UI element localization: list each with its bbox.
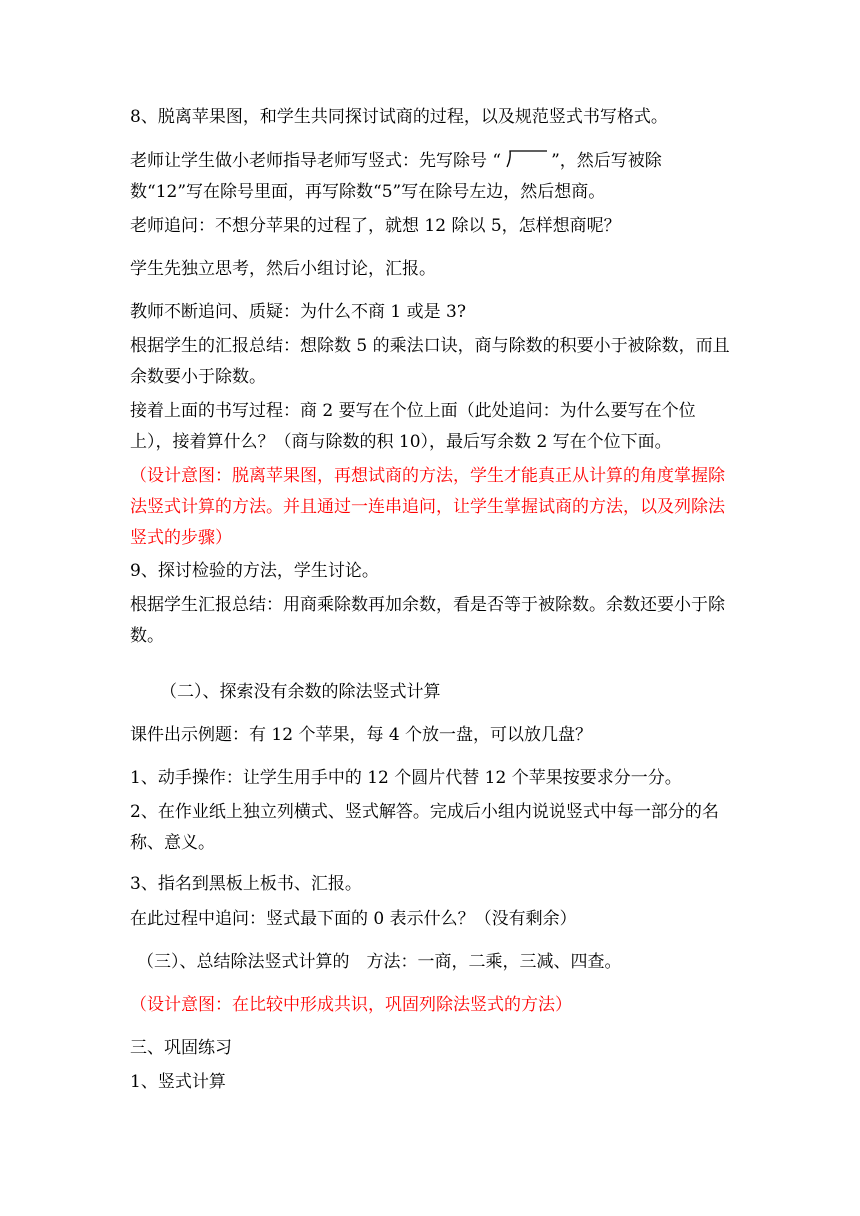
teacher-probe-paragraph: 教师不断追问、质疑：为什么不商 1 或是 3? bbox=[130, 302, 466, 322]
student-discussion-paragraph: 学生先独立思考，然后小组讨论，汇报。 bbox=[130, 259, 436, 279]
example-problem-paragraph: 课件出示例题：有 12 个苹果，每 4 个放一盘，可以放几盘？ bbox=[130, 725, 593, 745]
step-8-heading: 8、脱离苹果图，和学生共同探讨试商的过程，以及规范竖式书写格式。 bbox=[130, 107, 668, 127]
section-practice-heading: 三、巩固练习 bbox=[130, 1038, 232, 1058]
summary-paragraph: 根据学生的汇报总结：想除数 5 的乘法口诀，商与除数的积要小于被除数，而且余数要小于除数。 bbox=[130, 336, 730, 387]
step-3-blackboard-paragraph: 3、指名到黑板上板书、汇报。 bbox=[130, 874, 362, 894]
design-intent-note-2: （设计意图：在比较中形成共识，巩固列除法竖式的方法） bbox=[130, 995, 572, 1015]
exercise-1-heading: 1、竖式计算 bbox=[130, 1072, 226, 1092]
verification-summary-paragraph: 根据学生汇报总结：用商乘除数再加余数，看是否等于被除数。余数还要小于除数。 bbox=[130, 595, 725, 646]
step-1-hands-on-paragraph: 1、动手操作：让学生用手中的 12 个圆片代替 12 个苹果按要求分一分。 bbox=[130, 768, 682, 788]
step-9-heading: 9、探讨检验的方法，学生讨论。 bbox=[130, 561, 379, 581]
section-2-heading: （二）、探索没有余数的除法竖式计算 bbox=[160, 682, 441, 702]
section-3-summary-heading: （三）、总结除法竖式计算的 方法：一商，二乘，三减、四查。 bbox=[137, 952, 622, 972]
design-intent-note-1: （设计意图：脱离苹果图，再想试商的方法，学生才能真正从计算的角度掌握除法竖式计算的方法。并且通过一连串追问，让学生掌握试商的方法，以及列除法竖式的步骤） bbox=[130, 466, 725, 548]
teacher-instruction-text-start: 老师让学生做小老师指导老师写竖式：先写除号 “ bbox=[130, 151, 502, 171]
teacher-question-paragraph: 老师追问：不想分苹果的过程了，就想 12 除以 5，怎样想商呢？ bbox=[130, 216, 621, 236]
writing-process-paragraph: 接着上面的书写过程：商 2 要写在个位上面（此处追问：为什么要写在个位上），接着算什么？（商与除数的积 10），最后写余数 2 写在个位下面。 bbox=[130, 401, 696, 452]
long-division-bracket-icon bbox=[501, 149, 551, 169]
follow-up-question-paragraph: 在此过程中追问：竖式最下面的 0 表示什么？（没有剩余） bbox=[130, 909, 577, 929]
step-2-worksheet-paragraph: 2、在作业纸上独立列横式、竖式解答。完成后小组内说说竖式中每一部分的名称、意义。 bbox=[130, 802, 719, 853]
teacher-instruction-text-end: ”，然后写被除数“12”写在除号里面，再写除数“5”写在除号左边，然后想商。 bbox=[130, 151, 662, 202]
teacher-instruction-paragraph bbox=[130, 146, 734, 208]
